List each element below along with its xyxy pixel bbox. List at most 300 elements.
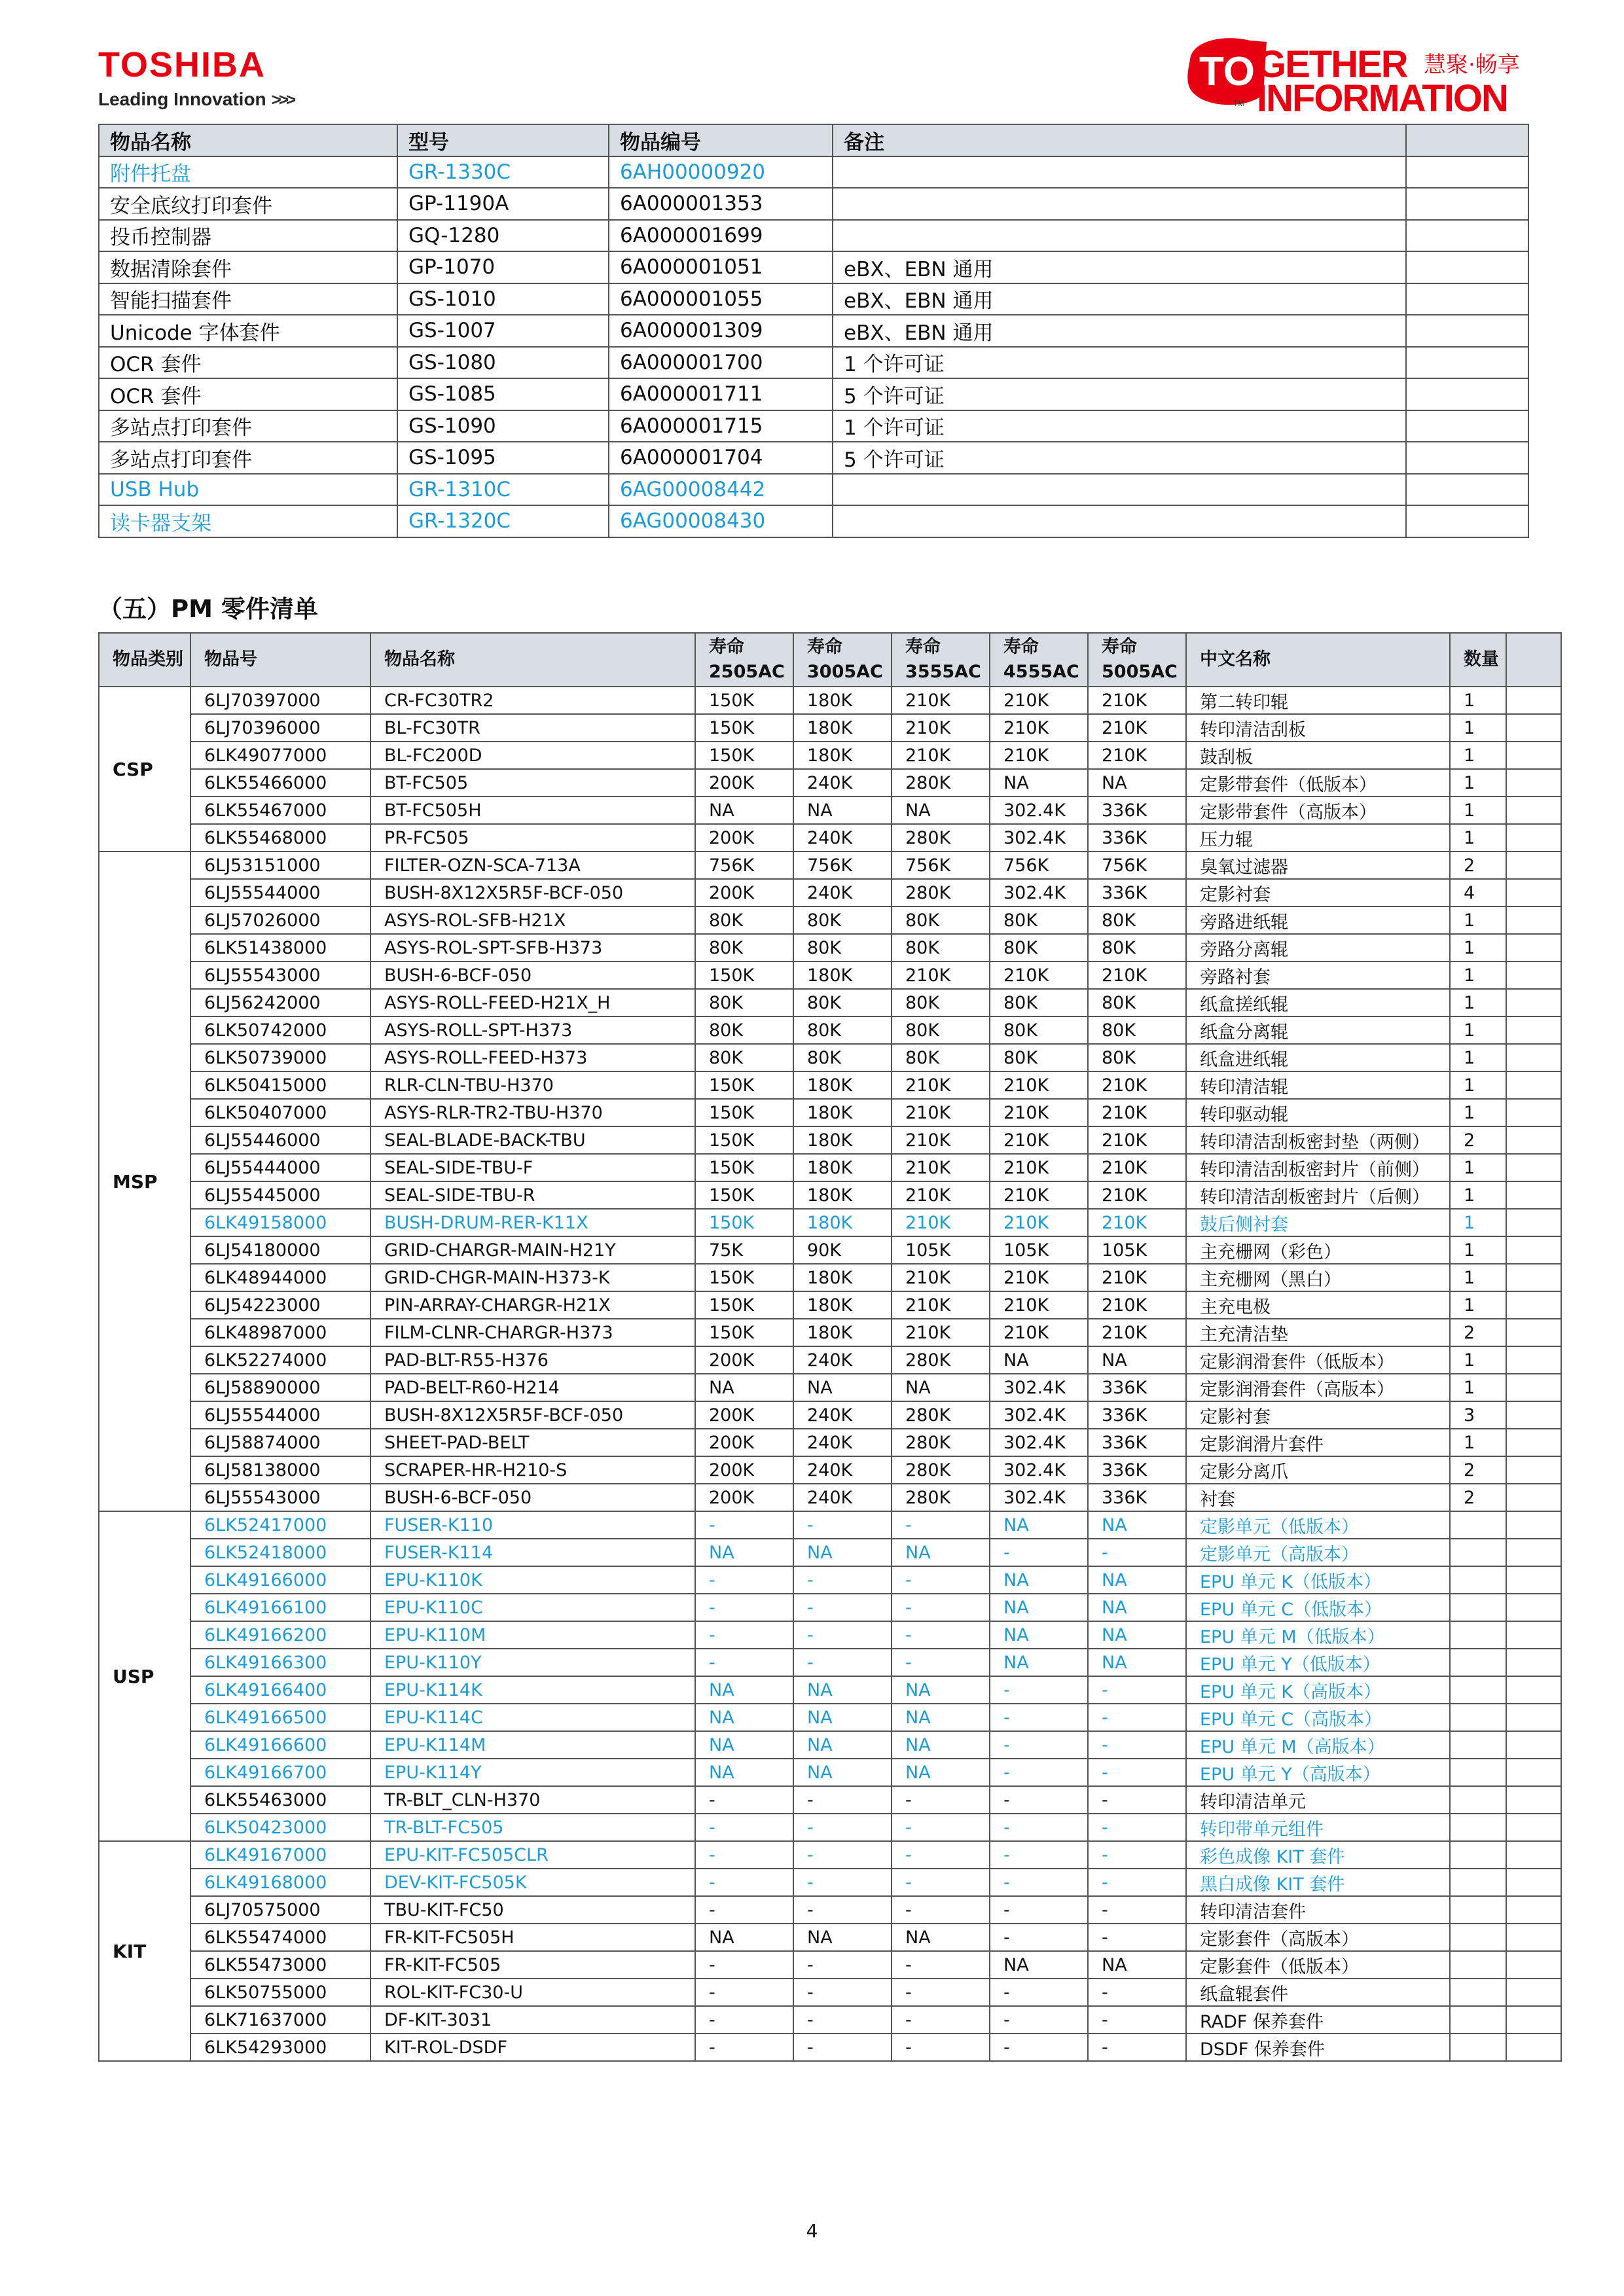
cell-part-name: EPU-K114M — [370, 1731, 695, 1759]
cell-chinese-name: 主充栅网（彩色） — [1186, 1236, 1450, 1264]
cell-life-3005ac: 180K — [793, 1126, 892, 1154]
cell-life-5005ac: - — [1088, 1814, 1186, 1841]
cell-life-5005ac: 210K — [1088, 714, 1186, 742]
cell-life-4555ac: - — [990, 1704, 1088, 1731]
cell-part-number: 6LK50423000 — [190, 1814, 370, 1841]
cell-code: 6AG00008442 — [609, 474, 833, 506]
cell-life-4555ac: - — [990, 1539, 1088, 1566]
cell-life-5005ac: NA — [1088, 1951, 1186, 1979]
table-header-row — [99, 124, 1528, 156]
cell-quantity: 1 — [1450, 1209, 1506, 1236]
cell-life-3555ac: 80K — [892, 1044, 990, 1071]
cell-chinese-name: 转印清洁套件 — [1186, 1896, 1450, 1924]
cell-life-3005ac: 240K — [793, 1346, 892, 1374]
table-row — [99, 961, 1561, 989]
cell-part-number: 6LK49167000 — [190, 1841, 370, 1869]
cell-chinese-name: 臭氧过滤器 — [1186, 852, 1450, 879]
cell-part-number: 6LJ55444000 — [190, 1154, 370, 1181]
cell-life-3555ac: - — [892, 2034, 990, 2061]
cell-life-5005ac: 80K — [1088, 1044, 1186, 1071]
table-row — [99, 251, 1528, 283]
cell-blank — [1506, 1126, 1561, 1154]
cell-life-2505ac: 150K — [695, 714, 793, 742]
header-model: 型号 — [397, 124, 609, 156]
cell-life-4555ac: 210K — [990, 1099, 1088, 1126]
cell-blank — [1506, 1291, 1561, 1319]
cell-life-2505ac: 200K — [695, 769, 793, 797]
cell-quantity — [1450, 1511, 1506, 1539]
cell-chinese-name: EPU 单元 C（高版本） — [1186, 1704, 1450, 1731]
cell-blank — [1506, 934, 1561, 961]
cell-life-5005ac: NA — [1088, 1511, 1186, 1539]
cell-life-3005ac: NA — [793, 1676, 892, 1704]
cell-life-3005ac: NA — [793, 1759, 892, 1786]
cell-life-5005ac: - — [1088, 1786, 1186, 1814]
cell-life-4555ac: NA — [990, 1621, 1088, 1649]
cell-model: GP-1070 — [397, 251, 609, 283]
cell-life-4555ac: 756K — [990, 852, 1088, 879]
cell-part-name: BT-FC505H — [370, 797, 695, 824]
cell-life-2505ac: NA — [695, 1704, 793, 1731]
cell-life-4555ac: 302.4K — [990, 824, 1088, 852]
cell-name: 安全底纹打印套件 — [99, 188, 397, 220]
cell-life-3555ac: 210K — [892, 1319, 990, 1346]
table-row — [99, 1346, 1561, 1374]
cell-quantity — [1450, 1841, 1506, 1869]
cell-part-number: 6LJ55544000 — [190, 1401, 370, 1429]
table-row — [99, 1071, 1561, 1099]
cell-life-2505ac: 200K — [695, 1346, 793, 1374]
cell-blank — [1506, 687, 1561, 714]
cell-quantity: 1 — [1450, 1154, 1506, 1181]
cell-chinese-name: 转印清洁刮板密封垫（两侧） — [1186, 1126, 1450, 1154]
cell-part-name: TR-BLT_CLN-H370 — [370, 1786, 695, 1814]
cell-life-3005ac: 180K — [793, 1209, 892, 1236]
cell-part-name: EPU-K110Y — [370, 1649, 695, 1676]
cell-part-number: 6LJ70575000 — [190, 1896, 370, 1924]
cell-chinese-name: 第二转印辊 — [1186, 687, 1450, 714]
cell-part-number: 6LJ58890000 — [190, 1374, 370, 1401]
cell-blank — [1506, 1209, 1561, 1236]
cell-life-4555ac: - — [990, 1786, 1088, 1814]
table-row — [99, 1566, 1561, 1594]
cell-life-3555ac: - — [892, 1869, 990, 1896]
cell-quantity: 2 — [1450, 1126, 1506, 1154]
tagline-text: Leading Innovation — [98, 89, 266, 109]
cell-model: GS-1007 — [397, 315, 609, 347]
header-blank — [1506, 633, 1561, 687]
cell-blank — [1506, 1181, 1561, 1209]
cell-life-5005ac: 336K — [1088, 1456, 1186, 1484]
cell-part-number: 6LK49166400 — [190, 1676, 370, 1704]
cell-code: 6A000001353 — [609, 188, 833, 220]
cell-part-number: 6LK71637000 — [190, 2006, 370, 2034]
cell-life-4555ac: 210K — [990, 714, 1088, 742]
table-row — [99, 1236, 1561, 1264]
cell-life-4555ac: 210K — [990, 961, 1088, 989]
cell-quantity: 1 — [1450, 769, 1506, 797]
cell-life-3555ac: 210K — [892, 714, 990, 742]
cell-part-name: TBU-KIT-FC50 — [370, 1896, 695, 1924]
cell-chinese-name: 主充清洁垫 — [1186, 1319, 1450, 1346]
table-row — [99, 1456, 1561, 1484]
table-row — [99, 989, 1561, 1016]
page-number: 4 — [806, 2220, 818, 2242]
cell-life-5005ac: 336K — [1088, 879, 1186, 906]
cell-life-3555ac: NA — [892, 1731, 990, 1759]
cell-life-2505ac: NA — [695, 1759, 793, 1786]
cell-quantity — [1450, 1676, 1506, 1704]
table-row — [99, 220, 1528, 252]
cell-life-3005ac: 756K — [793, 852, 892, 879]
cell-part-number: 6LK50407000 — [190, 1099, 370, 1126]
category-cell: USP — [99, 1511, 190, 1841]
table-row — [99, 906, 1561, 934]
cell-blank — [1406, 156, 1528, 188]
cell-name: 附件托盘 — [99, 156, 397, 188]
table-row — [99, 2034, 1561, 2061]
table-row — [99, 2006, 1561, 2034]
cell-part-number: 6LK50739000 — [190, 1044, 370, 1071]
cell-chinese-name: 定影衬套 — [1186, 1401, 1450, 1429]
cell-part-number: 6LJ55544000 — [190, 879, 370, 906]
cell-life-2505ac: 150K — [695, 1319, 793, 1346]
cell-part-number: 6LK55468000 — [190, 824, 370, 852]
cell-blank — [1506, 1374, 1561, 1401]
cell-life-2505ac: 150K — [695, 1126, 793, 1154]
cell-chinese-name: 定影套件（高版本） — [1186, 1924, 1450, 1951]
cell-chinese-name: 纸盒搓纸辊 — [1186, 989, 1450, 1016]
cell-name: Unicode 字体套件 — [99, 315, 397, 347]
cell-life-3555ac: - — [892, 1786, 990, 1814]
cell-chinese-name: EPU 单元 Y（低版本） — [1186, 1649, 1450, 1676]
cell-chinese-name: 定影润滑套件（低版本） — [1186, 1346, 1450, 1374]
cell-blank — [1506, 742, 1561, 769]
cell-part-name: BUSH-8X12X5R5F-BCF-050 — [370, 1401, 695, 1429]
cell-part-number: 6LK50742000 — [190, 1016, 370, 1044]
cell-life-2505ac: - — [695, 2006, 793, 2034]
cell-life-4555ac: NA — [990, 1951, 1088, 1979]
cell-part-name: BUSH-6-BCF-050 — [370, 961, 695, 989]
cell-life-3005ac: 90K — [793, 1236, 892, 1264]
cell-quantity — [1450, 1566, 1506, 1594]
cell-life-3005ac: NA — [793, 797, 892, 824]
cell-life-2505ac: 150K — [695, 1209, 793, 1236]
cell-life-3555ac: - — [892, 1841, 990, 1869]
cell-name: 读卡器支架 — [99, 505, 397, 537]
table-row — [99, 1374, 1561, 1401]
cell-blank — [1506, 1786, 1561, 1814]
cell-part-number: 6LJ58138000 — [190, 1456, 370, 1484]
cell-life-5005ac: - — [1088, 1759, 1186, 1786]
chevrons-icon: >>> — [271, 90, 294, 109]
header-item-code: 物品编号 — [609, 124, 833, 156]
cell-blank — [1506, 989, 1561, 1016]
cell-life-4555ac: NA — [990, 769, 1088, 797]
table-row — [99, 1951, 1561, 1979]
cell-chinese-name: EPU 单元 M（低版本） — [1186, 1621, 1450, 1649]
cell-blank — [1506, 1456, 1561, 1484]
cell-life-3005ac: 80K — [793, 934, 892, 961]
cell-life-4555ac: 302.4K — [990, 1374, 1088, 1401]
cell-part-name: FR-KIT-FC505 — [370, 1951, 695, 1979]
table-row — [99, 879, 1561, 906]
cell-life-3005ac: - — [793, 1621, 892, 1649]
cell-life-4555ac: - — [990, 1731, 1088, 1759]
cell-part-name: SHEET-PAD-BELT — [370, 1429, 695, 1456]
header-blank — [1406, 124, 1528, 156]
cell-part-number: 6LK48944000 — [190, 1264, 370, 1291]
cell-blank — [1506, 1016, 1561, 1044]
toshiba-logo: TOSHIBA — [98, 45, 266, 84]
cell-blank — [1506, 1841, 1561, 1869]
cell-part-name: DEV-KIT-FC505K — [370, 1869, 695, 1896]
cell-life-3005ac: - — [793, 2034, 892, 2061]
cell-quantity: 2 — [1450, 1319, 1506, 1346]
category-cell: MSP — [99, 852, 190, 1511]
cell-life-5005ac: 336K — [1088, 1429, 1186, 1456]
cell-code: 6A000001711 — [609, 378, 833, 410]
cell-quantity: 1 — [1450, 1291, 1506, 1319]
cell-part-number: 6LJ58874000 — [190, 1429, 370, 1456]
cell-life-5005ac: 80K — [1088, 1016, 1186, 1044]
cell-life-3555ac: 280K — [892, 824, 990, 852]
cell-life-3005ac: - — [793, 1896, 892, 1924]
cell-part-number: 6LJ56242000 — [190, 989, 370, 1016]
cell-quantity: 1 — [1450, 1236, 1506, 1264]
table-row — [99, 687, 1561, 714]
cell-note — [833, 474, 1406, 506]
cell-quantity — [1450, 1924, 1506, 1951]
cell-blank — [1506, 1154, 1561, 1181]
cell-life-3555ac: 80K — [892, 1016, 990, 1044]
cell-life-2505ac: 200K — [695, 1484, 793, 1511]
cell-blank — [1506, 714, 1561, 742]
cell-life-2505ac: - — [695, 1566, 793, 1594]
cell-part-name: BUSH-6-BCF-050 — [370, 1484, 695, 1511]
cell-life-3555ac: NA — [892, 1676, 990, 1704]
table-row — [99, 1126, 1561, 1154]
cell-name: 多站点打印套件 — [99, 442, 397, 474]
cell-quantity — [1450, 1896, 1506, 1924]
cell-life-3005ac: - — [793, 1841, 892, 1869]
cell-life-5005ac: NA — [1088, 1621, 1186, 1649]
cell-life-3005ac: 180K — [793, 961, 892, 989]
cell-life-3555ac: NA — [892, 1539, 990, 1566]
cell-part-name: FUSER-K110 — [370, 1511, 695, 1539]
cell-life-5005ac: - — [1088, 2034, 1186, 2061]
cell-life-5005ac: - — [1088, 1869, 1186, 1896]
cell-chinese-name: RADF 保养套件 — [1186, 2006, 1450, 2034]
table-row — [99, 1539, 1561, 1566]
cell-life-3005ac: - — [793, 1979, 892, 2006]
cell-quantity: 1 — [1450, 989, 1506, 1016]
cell-quantity: 1 — [1450, 687, 1506, 714]
cell-part-number: 6LK49168000 — [190, 1869, 370, 1896]
cell-part-name: FILTER-OZN-SCA-713A — [370, 852, 695, 879]
cell-life-4555ac: - — [990, 1869, 1088, 1896]
table-row — [99, 1676, 1561, 1704]
cell-life-4555ac: 210K — [990, 1154, 1088, 1181]
cell-part-number: 6LJ70396000 — [190, 714, 370, 742]
cell-part-name: EPU-K110C — [370, 1594, 695, 1621]
table-row — [99, 1704, 1561, 1731]
cell-life-3005ac: 180K — [793, 687, 892, 714]
cell-blank — [1506, 1539, 1561, 1566]
table-row — [99, 1896, 1561, 1924]
cell-quantity — [1450, 1649, 1506, 1676]
cell-part-name: EPU-KIT-FC505CLR — [370, 1841, 695, 1869]
cell-life-5005ac: NA — [1088, 1566, 1186, 1594]
cell-blank — [1506, 1044, 1561, 1071]
cell-quantity: 1 — [1450, 906, 1506, 934]
cell-life-3555ac: 280K — [892, 1456, 990, 1484]
cell-blank — [1506, 1594, 1561, 1621]
cell-chinese-name: 转印驱动辊 — [1186, 1099, 1450, 1126]
cell-quantity — [1450, 1539, 1506, 1566]
table-row — [99, 283, 1528, 315]
cell-code: 6A000001051 — [609, 251, 833, 283]
cell-quantity: 1 — [1450, 1044, 1506, 1071]
cell-life-3005ac: NA — [793, 1704, 892, 1731]
cell-part-name: PAD-BLT-R55-H376 — [370, 1346, 695, 1374]
cell-blank — [1506, 2034, 1561, 2061]
cell-chinese-name: EPU 单元 Y（高版本） — [1186, 1759, 1450, 1786]
table-row — [99, 410, 1528, 442]
table-row — [99, 1731, 1561, 1759]
cell-life-5005ac: NA — [1088, 1649, 1186, 1676]
table-row — [99, 1484, 1561, 1511]
cell-blank — [1406, 378, 1528, 410]
cell-life-5005ac: 210K — [1088, 1291, 1186, 1319]
cell-life-5005ac: 336K — [1088, 824, 1186, 852]
cell-quantity: 1 — [1450, 1264, 1506, 1291]
cell-chinese-name: 转印带单元组件 — [1186, 1814, 1450, 1841]
cell-life-5005ac: - — [1088, 1539, 1186, 1566]
table-row — [99, 315, 1528, 347]
cell-quantity — [1450, 1759, 1506, 1786]
cell-part-number: 6LK51438000 — [190, 934, 370, 961]
cell-part-name: EPU-K114C — [370, 1704, 695, 1731]
table-row — [99, 1154, 1561, 1181]
table-row — [99, 1869, 1561, 1896]
cell-life-3555ac: 756K — [892, 852, 990, 879]
cell-life-3005ac: NA — [793, 1731, 892, 1759]
cell-chinese-name: 旁路衬套 — [1186, 961, 1450, 989]
cell-life-3005ac: 240K — [793, 1429, 892, 1456]
cell-chinese-name: 压力辊 — [1186, 824, 1450, 852]
cell-life-4555ac: 302.4K — [990, 1456, 1088, 1484]
header-part-name: 物品名称 — [370, 633, 695, 687]
cell-life-3005ac: 240K — [793, 769, 892, 797]
cell-quantity: 1 — [1450, 934, 1506, 961]
cell-chinese-name: 衬套 — [1186, 1484, 1450, 1511]
cell-part-number: 6LK52274000 — [190, 1346, 370, 1374]
cell-life-3555ac: 210K — [892, 1099, 990, 1126]
header-quantity: 数量 — [1450, 633, 1506, 687]
cell-life-4555ac: - — [990, 1896, 1088, 1924]
cell-quantity — [1450, 1951, 1506, 1979]
cell-part-number: 6LJ54223000 — [190, 1291, 370, 1319]
cell-part-number: 6LJ57026000 — [190, 906, 370, 934]
cell-life-4555ac: 210K — [990, 1319, 1088, 1346]
cell-life-2505ac: - — [695, 2034, 793, 2061]
cell-chinese-name: 旁路进纸辊 — [1186, 906, 1450, 934]
cell-blank — [1506, 906, 1561, 934]
cell-life-3555ac: 210K — [892, 1126, 990, 1154]
cell-model: GS-1080 — [397, 347, 609, 379]
cell-part-name: SEAL-SIDE-TBU-R — [370, 1181, 695, 1209]
cell-part-name: BUSH-8X12X5R5F-BCF-050 — [370, 879, 695, 906]
cell-blank — [1506, 1429, 1561, 1456]
cell-life-3005ac: NA — [793, 1374, 892, 1401]
cell-blank — [1506, 1951, 1561, 1979]
cell-part-number: 6LK49158000 — [190, 1209, 370, 1236]
cell-life-5005ac: 336K — [1088, 1374, 1186, 1401]
cell-life-2505ac: - — [695, 1786, 793, 1814]
cell-quantity: 2 — [1450, 852, 1506, 879]
cell-life-4555ac: 210K — [990, 742, 1088, 769]
cell-note — [833, 220, 1406, 252]
cell-quantity: 1 — [1450, 1071, 1506, 1099]
cell-chinese-name: 纸盒辊套件 — [1186, 1979, 1450, 2006]
cell-chinese-name: 定影分离爪 — [1186, 1456, 1450, 1484]
cell-life-3555ac: NA — [892, 1759, 990, 1786]
cell-life-5005ac: - — [1088, 1979, 1186, 2006]
cell-part-name: FUSER-K114 — [370, 1539, 695, 1566]
cell-life-3005ac: - — [793, 1649, 892, 1676]
cell-part-number: 6LK52417000 — [190, 1511, 370, 1539]
table-row — [99, 378, 1528, 410]
logo-to-text: TO — [1199, 49, 1255, 94]
cell-note: 5 个许可证 — [833, 378, 1406, 410]
cell-chinese-name: 定影单元（高版本） — [1186, 1539, 1450, 1566]
cell-part-number: 6LK55474000 — [190, 1924, 370, 1951]
cell-life-4555ac: 210K — [990, 1181, 1088, 1209]
cell-life-5005ac: 210K — [1088, 1181, 1186, 1209]
cell-part-number: 6LK49166300 — [190, 1649, 370, 1676]
cell-life-3555ac: 210K — [892, 1209, 990, 1236]
cell-life-2505ac: 80K — [695, 1016, 793, 1044]
category-cell: KIT — [99, 1841, 190, 2061]
cell-quantity: 1 — [1450, 1016, 1506, 1044]
cell-life-3555ac: 280K — [892, 1401, 990, 1429]
cell-life-4555ac: 80K — [990, 906, 1088, 934]
cell-chinese-name: 转印清洁刮板密封片（前侧） — [1186, 1154, 1450, 1181]
cell-quantity: 1 — [1450, 824, 1506, 852]
cell-part-name: CR-FC30TR2 — [370, 687, 695, 714]
header-chinese-name: 中文名称 — [1186, 633, 1450, 687]
table-row — [99, 1429, 1561, 1456]
cell-quantity: 1 — [1450, 961, 1506, 989]
cell-quantity — [1450, 1814, 1506, 1841]
cell-life-5005ac: 210K — [1088, 1209, 1186, 1236]
cell-blank — [1406, 410, 1528, 442]
cell-blank — [1506, 1676, 1561, 1704]
cell-note — [833, 188, 1406, 220]
cell-part-number: 6LK50415000 — [190, 1071, 370, 1099]
cell-part-name: BL-FC200D — [370, 742, 695, 769]
cell-code: 6A000001309 — [609, 315, 833, 347]
cell-part-number: 6LK49166000 — [190, 1566, 370, 1594]
cell-part-name: ASYS-ROL-SPT-SFB-H373 — [370, 934, 695, 961]
cell-life-4555ac: 302.4K — [990, 1484, 1088, 1511]
cell-life-2505ac: - — [695, 1951, 793, 1979]
table-row — [99, 1841, 1561, 1869]
cell-life-3005ac: 80K — [793, 1044, 892, 1071]
cell-life-4555ac: 210K — [990, 1291, 1088, 1319]
cell-life-3005ac: NA — [793, 1539, 892, 1566]
